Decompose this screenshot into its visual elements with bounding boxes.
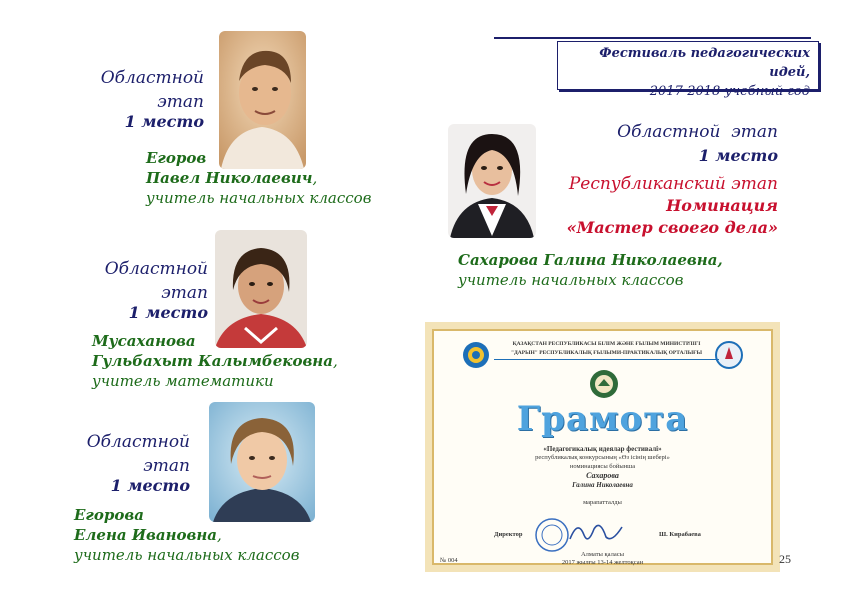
certificate-city: Алматы қаласы: [580, 551, 625, 558]
person1-place: 1 место: [124, 112, 204, 131]
person4-republic-stage: Республиканский этап: [568, 174, 778, 194]
person2-place: 1 место: [128, 303, 208, 322]
person2-stage: Областной этап: [104, 259, 208, 303]
director-name: Ш. Кирабаева: [659, 531, 701, 538]
kz-emblem-icon: [462, 341, 490, 369]
person1-stage: Областной этап: [100, 68, 204, 112]
signature-icon: [566, 517, 626, 547]
certificate-image: [425, 322, 780, 572]
contest-line: республикалық конкурсының «Өз ісінің шебері»: [535, 454, 670, 461]
header-line2: 2017-2018 учебный год: [649, 84, 810, 99]
certificate-number: № 004: [440, 557, 458, 564]
person3-place: 1 место: [110, 476, 190, 495]
person4-name: Сахарова Галина Николаевна: [458, 251, 718, 269]
director-label: Директор: [494, 531, 523, 538]
person3-photo: [209, 402, 315, 522]
certificate-date: 2017 жылғы 13-14 желтоқсан: [561, 559, 644, 566]
person3-stage: Областной этап: [86, 432, 190, 476]
nomination-line: номинациясы бойынша: [569, 463, 636, 470]
recipient-surname: Сахарова: [586, 471, 619, 480]
certificate-title: Грамота: [516, 399, 689, 439]
header-line1: Фестиваль педагогических идей,: [599, 46, 810, 80]
person4-name-block: Сахарова Галина Николаевна, учитель начальных классов: [458, 250, 788, 290]
ministry-line1: ҚАЗАҚСТАН РЕСПУБЛИКАСЫ БІЛІМ ЖӘНЕ ҒЫЛЫМ МИНИСТРЛІГІ: [512, 341, 701, 347]
recipient-given: Галина Николаевна: [572, 481, 633, 489]
page-number: 25: [779, 552, 791, 566]
stamp-icon: [534, 517, 570, 553]
person4-stage: Областной этап: [617, 122, 778, 142]
header-rule: [494, 37, 811, 39]
person4-nomination-title: «Мастер своего дела»: [566, 218, 778, 237]
daryn-emblem-icon: [715, 341, 743, 369]
person2-name: Мусаханова Гульбахыт Калымбековна, учитель математики: [92, 332, 338, 390]
person4-place: 1 место: [698, 146, 778, 165]
ministry-line2: "ДАРЫН" РЕСПУБЛИКАЛЫҚ ҒЫЛЫМИ-ПРАКТИКАЛЫҚ ОРТАЛЫҒЫ: [510, 350, 703, 356]
awarded-line: марапатталды: [583, 499, 622, 506]
person1-name: Егоров Павел Николаевич, учитель начальных классов: [146, 149, 372, 207]
header-box: [557, 41, 819, 99]
festival-line: «Педагогикалық идеялар фестивалі»: [543, 445, 662, 453]
person4-nomination: Номинация: [666, 196, 778, 215]
person4-role: учитель начальных классов: [458, 271, 684, 289]
certificate-inner: [432, 329, 773, 565]
person3-name: Егорова Елена Ивановна, учитель начальных классов: [74, 506, 300, 564]
ministry-rule: [494, 359, 719, 360]
seal-icon: [589, 369, 619, 399]
